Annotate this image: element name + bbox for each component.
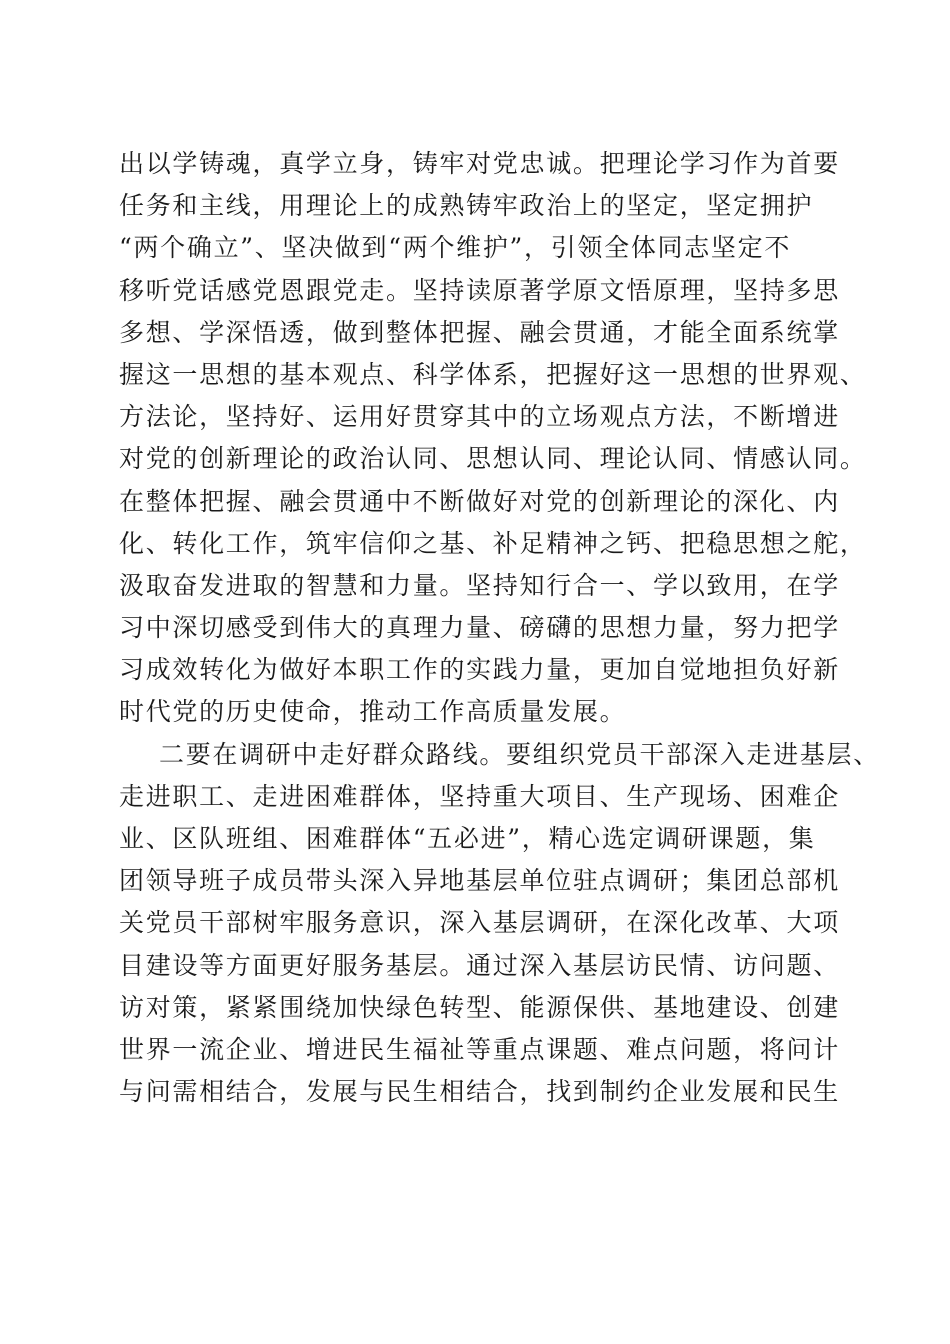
- paragraph-2-line: 访对策，紧紧围绕加快绿色转型、能源保供、基地建设、创建: [119, 992, 840, 1022]
- paragraph-1-line: “两个确立”、坚决做到“两个维护”，引领全体同志坚定不: [119, 233, 792, 263]
- paragraph-1-line: 对党的创新理论的政治认同、思想认同、理论认同、情感认同。: [119, 444, 867, 474]
- paragraph-2-line: 与问需相结合，发展与民生相结合，找到制约企业发展和民生: [119, 1077, 840, 1107]
- paragraph-1-line: 多想、学深悟透，做到整体把握、融会贯通，才能全面系统掌: [119, 317, 840, 347]
- paragraph-1-line: 在整体把握、融会贯通中不断做好对党的创新理论的深化、内: [119, 486, 840, 516]
- paragraph-1-line: 时代党的历史使命，推动工作高质量发展。: [119, 697, 627, 727]
- paragraph-2-first-line: 二要在调研中走好群众路线。要组织党员干部深入走进基层、: [159, 739, 880, 769]
- paragraph-2-line: 世界一流企业、增进民生福祉等重点课题、难点问题，将问计: [119, 1034, 840, 1064]
- paragraph-2-line: 走进职工、走进困难群体，坚持重大项目、生产现场、困难企: [119, 781, 840, 811]
- paragraph-2-line: 关党员干部树牢服务意识，深入基层调研，在深化改革、大项: [119, 908, 840, 938]
- paragraph-1-line: 汲取奋发进取的智慧和力量。坚持知行合一、学以致用，在学: [119, 570, 840, 600]
- paragraph-1-line: 习中深切感受到伟大的真理力量、磅礴的思想力量，努力把学: [119, 613, 840, 643]
- paragraph-1-line: 出以学铸魂，真学立身，铸牢对党忠诚。把理论学习作为首要: [119, 149, 840, 178]
- paragraph-1-line: 习成效转化为做好本职工作的实践力量，更加自觉地担负好新: [119, 655, 840, 685]
- paragraph-1-line: 方法论，坚持好、运用好贯穿其中的立场观点方法，不断增进: [119, 402, 840, 432]
- paragraph-2-line: 目建设等方面更好服务基层。通过深入基层访民情、访问题、: [119, 950, 840, 980]
- body-text: [119, 143, 880, 1113]
- paragraph-1-line: 握这一思想的基本观点、科学体系，把握好这一思想的世界观、: [119, 359, 867, 389]
- paragraph-2-line: 团领导班子成员带头深入异地基层单位驻点调研；集团总部机: [119, 866, 840, 896]
- paragraph-2-line: 业、区队班组、困难群体“五必进”，精心选定调研课题，集: [119, 824, 816, 853]
- paragraph-1-line: 化、转化工作，筑牢信仰之基、补足精神之钙、把稳思想之舵，: [119, 528, 867, 558]
- paragraph-1-line: 任务和主线，用理论上的成熟铸牢政治上的坚定，坚定拥护: [119, 191, 814, 221]
- paragraph-1-line: 移听党话感党恩跟党走。坚持读原著学原文悟原理，坚持多思: [119, 275, 840, 305]
